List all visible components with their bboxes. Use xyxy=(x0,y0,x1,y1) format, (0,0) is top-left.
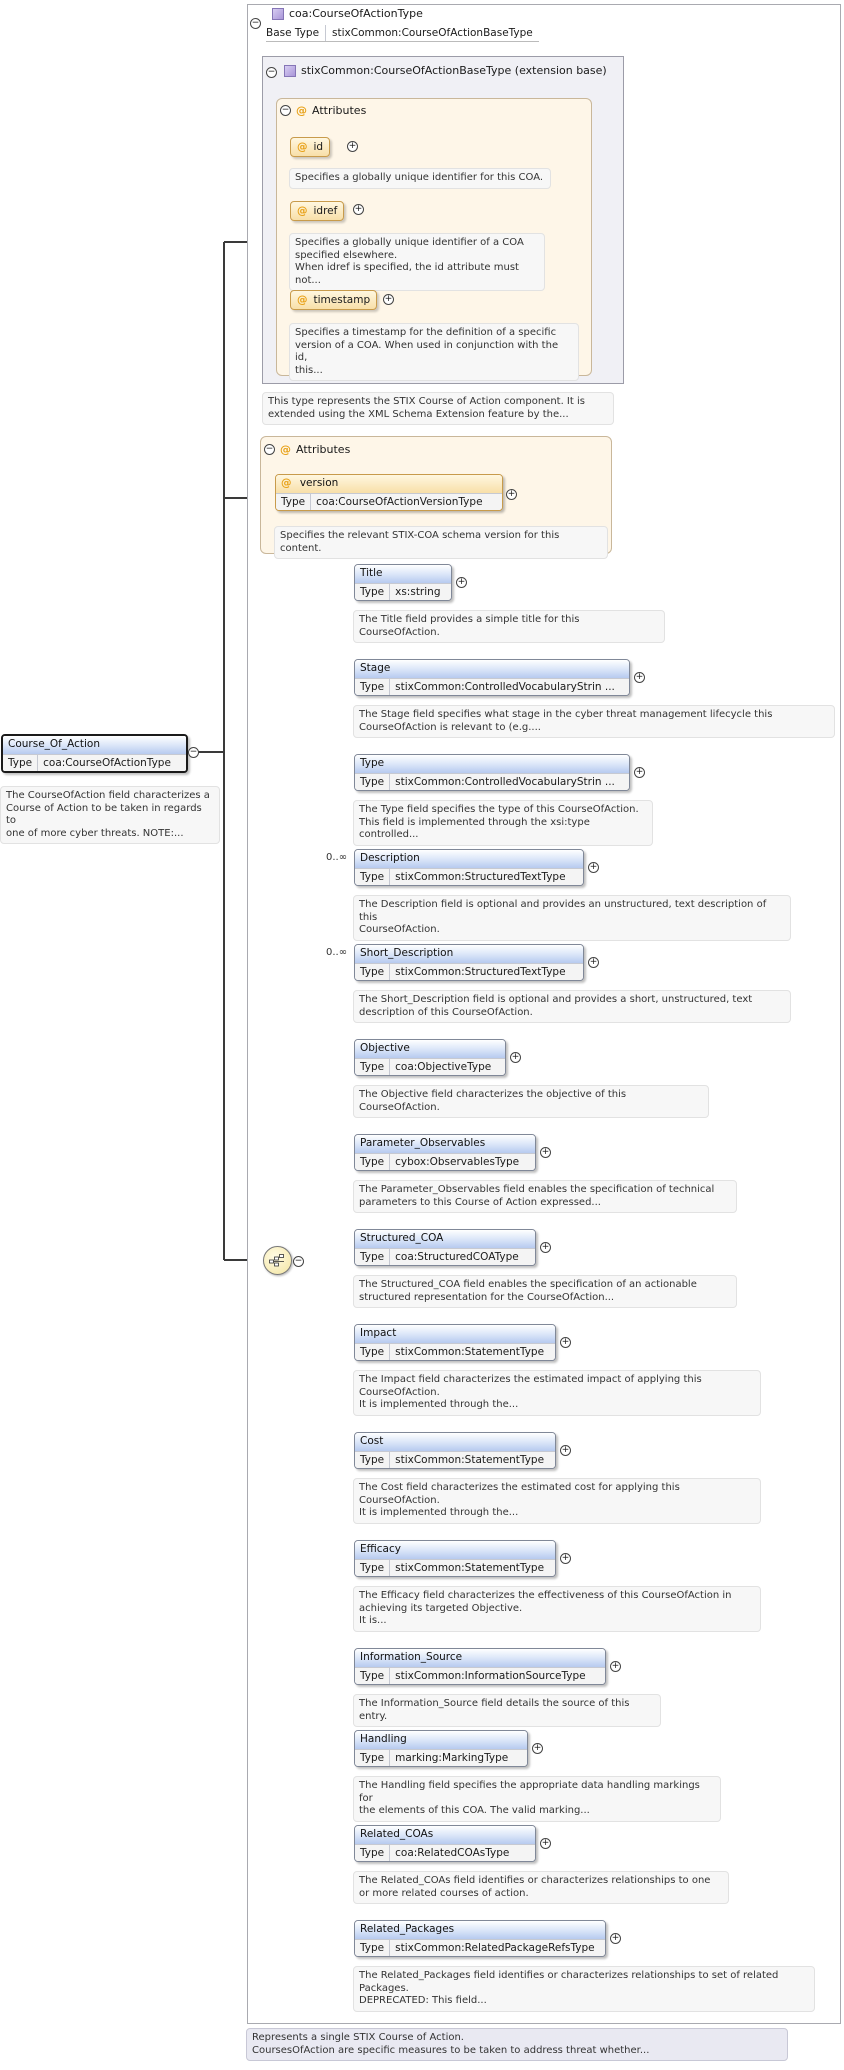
element-cost[interactable] xyxy=(354,1432,556,1469)
element-information-source[interactable] xyxy=(354,1648,606,1685)
element-short-description[interactable] xyxy=(354,944,584,981)
element-name: Information_Source xyxy=(355,1649,605,1667)
expand-element-icon[interactable]: + xyxy=(541,1242,550,1252)
attribute-at-icon: @ xyxy=(296,104,307,117)
element-type-label: Type xyxy=(355,1154,390,1170)
expand-element-icon[interactable]: + xyxy=(561,1337,570,1347)
expand-element-icon[interactable]: + xyxy=(611,1661,620,1671)
element-type-label: Type xyxy=(355,584,390,600)
expand-version-icon[interactable]: + xyxy=(507,489,516,499)
element-type: coa:ObjectiveType xyxy=(395,1061,492,1073)
attribute-at-icon: @ xyxy=(297,205,308,217)
base-attributes-title: Attributes xyxy=(312,104,367,117)
element-name: Objective xyxy=(355,1040,505,1058)
attr-version-type-label: Type xyxy=(276,494,311,510)
element-description: The Short_Description field is optional and provides a short, unstructured, text description of this CourseOfAction. xyxy=(353,990,791,1023)
attr-timestamp-description: Specifies a timestamp for the definition of a specific version of a COA. When used in conjunction with the id, this... xyxy=(289,323,579,381)
element-name: Related_Packages xyxy=(355,1921,605,1939)
element-description: The Structured_COA field enables the specification of an actionable structured representation for the CourseOfAction... xyxy=(353,1275,737,1308)
element-description: The Type field specifies the type of this CourseOfAction. This field is implemented through the xsi:type controlled... xyxy=(353,800,653,846)
element-description: The Efficacy field characterizes the effectiveness of this CourseOfAction in achieving its targeted Objective. It is... xyxy=(353,1586,761,1632)
element-type: coa:RelatedCOAsType xyxy=(395,1847,510,1859)
element-type-label: Type xyxy=(355,869,390,885)
element-description: The Objective field characterizes the objective of this CourseOfAction. xyxy=(353,1085,709,1118)
element-related-coas[interactable] xyxy=(354,1825,536,1862)
element-description: The Description field is optional and provides an unstructured, text description of this CourseOfAction. xyxy=(353,895,791,941)
attr-idref[interactable] xyxy=(290,201,344,221)
attr-idref-description: Specifies a globally unique identifier of a COA specified elsewhere. When idref is specified, the id attribute must not... xyxy=(289,233,545,291)
element-name: Description xyxy=(355,850,583,868)
root-element-course-of-action[interactable] xyxy=(1,734,188,773)
element-description: The Impact field characterizes the estimated impact of applying this CourseOfAction. It is implemented through the... xyxy=(353,1370,761,1416)
element-name: Impact xyxy=(355,1325,555,1343)
element-type: xs:string xyxy=(395,586,441,598)
element-name: Handling xyxy=(355,1731,527,1749)
element-type: stixCommon:StatementType xyxy=(395,1562,545,1574)
extension-base-header xyxy=(284,64,607,77)
complex-type-description: Represents a single STIX Course of Action. CoursesOfAction are specific measures to be taken to address threat whether... xyxy=(246,2028,788,2061)
attr-timestamp-name: timestamp xyxy=(313,294,371,306)
expand-element-icon[interactable]: + xyxy=(561,1445,570,1455)
element-type-label: Type xyxy=(355,1059,390,1075)
element-type-label: Type xyxy=(355,964,390,980)
element-type-label: Type xyxy=(355,774,390,790)
element-name: Title xyxy=(355,565,451,583)
element-impact[interactable] xyxy=(354,1324,556,1361)
element-name: Type xyxy=(355,755,629,773)
element-type: stixCommon:ControlledVocabularyStrin ... xyxy=(395,681,615,693)
element-parameter-observables[interactable] xyxy=(354,1134,536,1171)
expand-element-icon[interactable]: + xyxy=(533,1743,542,1753)
attribute-at-icon: @ xyxy=(297,141,308,153)
collapse-sequence-icon[interactable]: − xyxy=(294,1256,303,1266)
attr-idref-name: idref xyxy=(313,205,338,217)
element-structured-coa[interactable] xyxy=(354,1229,536,1266)
expand-element-icon[interactable]: + xyxy=(611,1933,620,1943)
attr-id-name: id xyxy=(313,141,324,153)
element-type: stixCommon:RelatedPackageRefsType xyxy=(395,1942,595,1954)
complex-type-icon xyxy=(272,8,284,20)
element-name: Structured_COA xyxy=(355,1230,535,1248)
extension-base-description: This type represents the STIX Course of Action component. It is extended using the XML Schema Extension feature by the... xyxy=(262,392,614,425)
element-type-label: Type xyxy=(355,1452,390,1468)
base-type-icon xyxy=(284,65,296,77)
element-description: The Parameter_Observables field enables the specification of technical parameters to this Course of Action expressed... xyxy=(353,1180,737,1213)
element-type: stixCommon:StatementType xyxy=(395,1454,545,1466)
element-title[interactable] xyxy=(354,564,452,601)
attr-version-name: version xyxy=(299,477,339,489)
root-element-description: The CourseOfAction field characterizes a Course of Action to be taken in regards to one of more cyber threats. NOTE:... xyxy=(0,786,220,844)
base-attributes-header xyxy=(280,104,366,117)
element-type-label: Type xyxy=(355,1940,390,1956)
expand-timestamp-icon[interactable]: + xyxy=(384,294,393,304)
element-type: marking:MarkingType xyxy=(395,1752,509,1764)
element-type: stixCommon:ControlledVocabularyStrin ... xyxy=(395,776,615,788)
expand-element-icon[interactable]: + xyxy=(561,1553,570,1563)
element-cardinality: 0..∞ xyxy=(326,947,348,958)
attributes-title: Attributes xyxy=(296,443,351,456)
element-description: The Title field provides a simple title for this CourseOfAction. xyxy=(353,610,665,643)
sequence-icon xyxy=(269,1254,287,1268)
element-related-packages[interactable] xyxy=(354,1920,606,1957)
element-type-label: Type xyxy=(355,1560,390,1576)
element-name: Related_COAs xyxy=(355,1826,535,1844)
element-type: stixCommon:StructuredTextType xyxy=(395,871,566,883)
complex-type-name: coa:CourseOfActionType xyxy=(289,7,423,20)
expand-idref-icon[interactable]: + xyxy=(354,204,363,214)
base-type-row xyxy=(266,25,539,42)
element-name: Parameter_Observables xyxy=(355,1135,535,1153)
attr-version-description: Specifies the relevant STIX-COA schema version for this content. xyxy=(274,526,608,559)
element-handling[interactable] xyxy=(354,1730,528,1767)
attribute-at-icon: @ xyxy=(280,443,291,456)
attr-version[interactable] xyxy=(275,474,503,511)
collapse-attributes-icon[interactable]: − xyxy=(281,105,290,115)
attr-id[interactable] xyxy=(290,137,330,157)
element-description: The Information_Source field details the source of this entry. xyxy=(353,1694,661,1727)
expand-id-icon[interactable]: + xyxy=(348,141,357,151)
attribute-at-icon: @ xyxy=(281,477,292,489)
sequence-compositor[interactable] xyxy=(263,1246,292,1275)
element-description: The Related_COAs field identifies or characterizes relationships to one or more related courses of action. xyxy=(353,1871,729,1904)
expand-element-icon[interactable]: + xyxy=(541,1147,550,1157)
attributes-header xyxy=(264,443,350,456)
attr-id-description: Specifies a globally unique identifier for this COA. xyxy=(289,168,551,189)
element-name: Short_Description xyxy=(355,945,583,963)
element-objective[interactable] xyxy=(354,1039,506,1076)
root-element-name: Course_Of_Action xyxy=(3,736,186,754)
element-type: stixCommon:StructuredTextType xyxy=(395,966,566,978)
collapse-extension-icon[interactable]: − xyxy=(267,67,276,77)
element-type: stixCommon:StatementType xyxy=(395,1346,545,1358)
complex-type-header xyxy=(272,7,423,20)
element-description[interactable] xyxy=(354,849,584,886)
expand-element-icon[interactable]: + xyxy=(511,1052,520,1062)
element-name: Stage xyxy=(355,660,629,678)
element-type: coa:StructuredCOAType xyxy=(395,1251,519,1263)
element-description: The Handling field specifies the appropriate data handling markings for the elements of this COA. The valid marking... xyxy=(353,1776,721,1822)
element-description: The Related_Packages field identifies or characterizes relationships to set of related Packages. DEPRECATED: This field... xyxy=(353,1966,815,2012)
collapse-root-icon[interactable]: − xyxy=(189,747,198,757)
expand-element-icon[interactable]: + xyxy=(457,577,466,587)
attr-timestamp[interactable] xyxy=(290,290,377,310)
collapse-attributes-icon[interactable]: − xyxy=(265,444,274,454)
element-description: The Stage field specifies what stage in the cyber threat management lifecycle this CourseOfAction is relevant to (e.g.... xyxy=(353,705,835,738)
element-type: cybox:ObservablesType xyxy=(395,1156,520,1168)
expand-element-icon[interactable]: + xyxy=(589,957,598,967)
element-efficacy[interactable] xyxy=(354,1540,556,1577)
element-type-label: Type xyxy=(355,679,390,695)
base-type-label: Base Type xyxy=(266,25,326,41)
element-type-label: Type xyxy=(355,1750,390,1766)
base-type-value: stixCommon:CourseOfActionBaseType xyxy=(332,27,533,39)
expand-element-icon[interactable]: + xyxy=(541,1838,550,1848)
element-type-label: Type xyxy=(355,1668,390,1684)
root-element-type-label: Type xyxy=(3,755,38,771)
element-name: Cost xyxy=(355,1433,555,1451)
element-type[interactable] xyxy=(354,754,630,791)
root-element-type: coa:CourseOfActionType xyxy=(43,757,171,769)
element-type-label: Type xyxy=(355,1845,390,1861)
element-type: stixCommon:InformationSourceType xyxy=(395,1670,586,1682)
element-name: Efficacy xyxy=(355,1541,555,1559)
collapse-type-icon[interactable]: − xyxy=(251,18,260,28)
expand-element-icon[interactable]: + xyxy=(635,672,644,682)
attribute-at-icon: @ xyxy=(297,294,308,306)
extension-base-title: stixCommon:CourseOfActionBaseType (extension base) xyxy=(301,64,607,77)
element-cardinality: 0..∞ xyxy=(326,852,348,863)
attr-version-type: coa:CourseOfActionVersionType xyxy=(316,496,483,508)
expand-element-icon[interactable]: + xyxy=(635,767,644,777)
element-type-label: Type xyxy=(355,1344,390,1360)
expand-element-icon[interactable]: + xyxy=(589,862,598,872)
element-description: The Cost field characterizes the estimated cost for applying this CourseOfAction. It is implemented through the... xyxy=(353,1478,761,1524)
element-type-label: Type xyxy=(355,1249,390,1265)
element-stage[interactable] xyxy=(354,659,630,696)
